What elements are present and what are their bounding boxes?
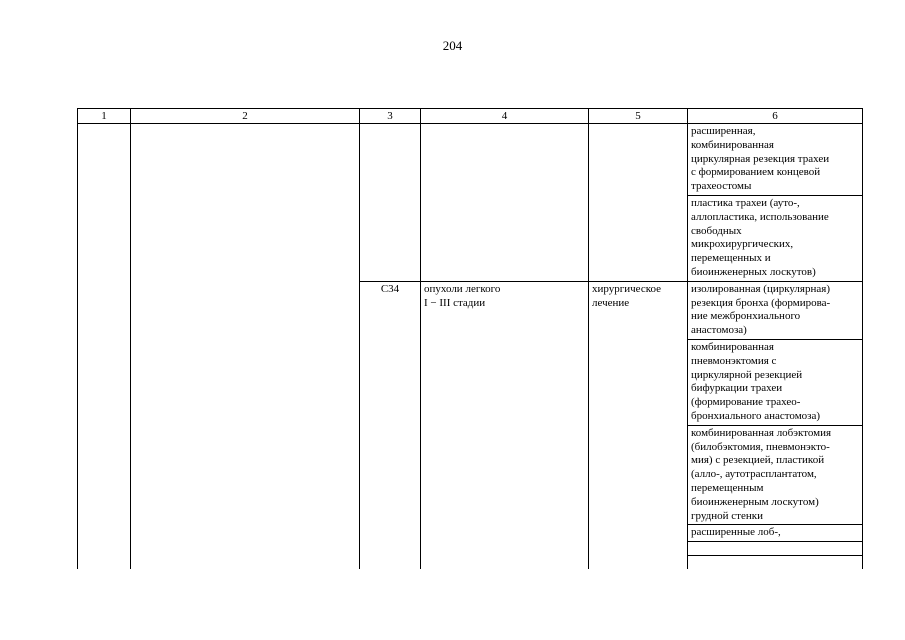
- method-line: комбинированная: [691, 340, 774, 353]
- treatment-cell: [589, 281, 688, 569]
- treatment-line: лечение: [592, 296, 630, 309]
- method-cell-continuation: [688, 556, 863, 570]
- column-header: 6: [688, 109, 863, 124]
- diagnosis-cell: [421, 281, 589, 569]
- page-number: 204: [442, 38, 463, 53]
- method-line: комбинированная: [691, 138, 774, 151]
- diagnosis-cell-empty: [421, 124, 589, 282]
- method-line: резекция бронха (формирова-: [691, 296, 831, 309]
- method-line: перемещенным: [691, 481, 764, 494]
- method-line: бифуркации трахеи: [691, 382, 783, 395]
- method-line: перемещенных и: [691, 252, 771, 265]
- column-header: 3: [360, 109, 421, 124]
- method-cell: [688, 525, 863, 542]
- method-line: пневмонэктомия с: [691, 354, 777, 367]
- method-cell-continuation: [688, 542, 863, 556]
- column-2-cell: [131, 124, 360, 570]
- method-cell: [688, 339, 863, 425]
- method-line: микрохирургических,: [691, 238, 794, 251]
- method-line: бронхиального анастомоза): [691, 409, 821, 422]
- method-line: комбинированная лобэктомия: [691, 426, 832, 439]
- treatment-cell-empty: [589, 124, 688, 282]
- column-1-cell: [78, 124, 131, 570]
- method-line: биоинженерным лоскутом): [691, 495, 819, 508]
- method-line: циркулярной резекцией: [691, 368, 803, 381]
- method-line: грудной стенки: [691, 509, 763, 522]
- method-cell: [688, 124, 863, 196]
- method-line: (алло-, аутотрасплантатом,: [691, 468, 817, 481]
- method-line: анастомоза): [691, 324, 747, 337]
- code-cell: C34: [360, 281, 421, 569]
- method-line: с формированием концевой: [691, 166, 821, 179]
- table-header-row: [78, 109, 863, 124]
- method-line: ние межбронхиального: [691, 310, 801, 323]
- method-cell: [688, 195, 863, 281]
- method-line: пластика трахеи (ауто-,: [691, 196, 800, 209]
- method-line: изолированная (циркулярная): [691, 282, 830, 295]
- diagnosis-line: I − III стадии: [424, 296, 486, 309]
- diagnosis-line: опухоли легкого: [424, 282, 501, 295]
- column-header: 1: [78, 109, 131, 124]
- method-cell: [688, 281, 863, 339]
- method-cell: [688, 425, 863, 525]
- method-line: расширенные лоб-,: [691, 526, 781, 539]
- column-header: 2: [131, 109, 360, 124]
- table-row: [78, 124, 863, 196]
- method-line: расширенная,: [691, 125, 756, 137]
- method-line: аллопластика, использование: [691, 210, 829, 223]
- column-header: 5: [589, 109, 688, 124]
- method-table: [77, 108, 863, 569]
- method-line: трахеостомы: [691, 180, 752, 193]
- method-line: мия) с резекцией, пластикой: [691, 454, 825, 467]
- code-cell-empty: [360, 124, 421, 282]
- method-line: (билобэктомия, пневмонэкто-: [691, 440, 830, 453]
- column-header: 4: [421, 109, 589, 124]
- treatment-line: хирургическое: [592, 282, 662, 295]
- method-line: (формирование трахео-: [691, 396, 801, 409]
- method-line: свободных: [691, 224, 742, 237]
- method-line: циркулярная резекция трахеи: [691, 152, 830, 165]
- method-line: биоинженерных лоскутов): [691, 265, 816, 278]
